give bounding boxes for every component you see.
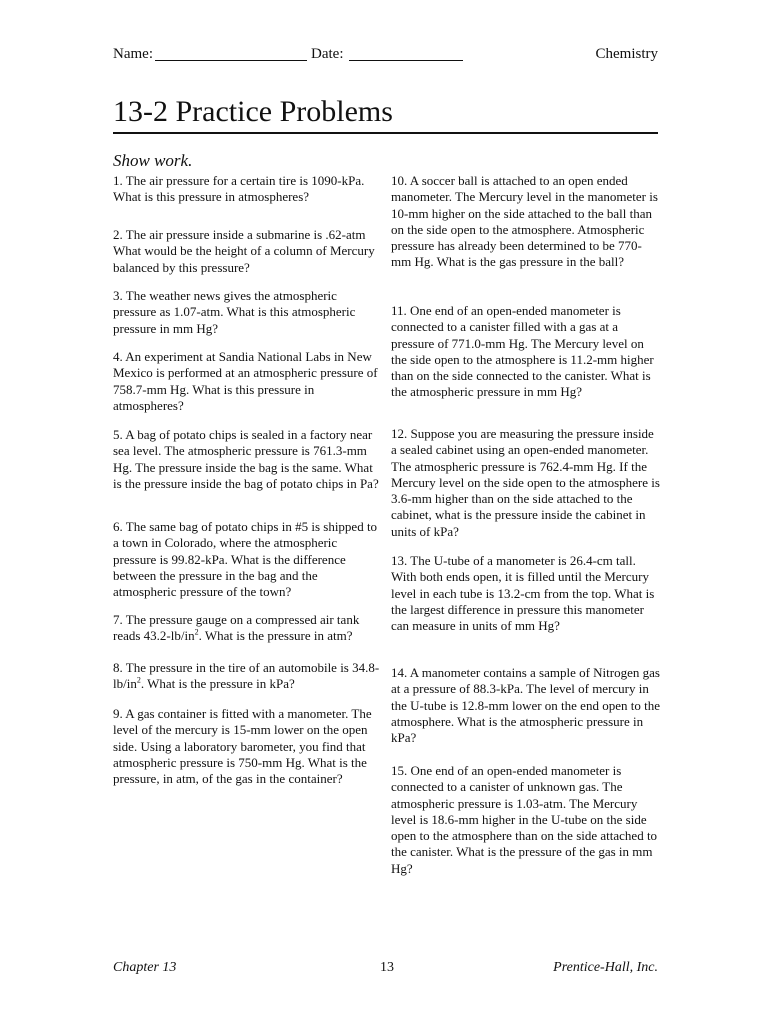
problem-2: 2. The air pressure inside a submarine is .62-atm What would be the height of a column of Mercury balanced by this pressure? — [113, 227, 375, 275]
problem-7-superscript: 2 — [194, 627, 199, 637]
problem-5: 5. A bag of potato chips is sealed in a factory near sea level. The atmospheric pressure is 761.3-mm Hg. The pressure inside the bag is the same. What is the pressure inside the bag of potato chips in Pa? — [113, 427, 379, 491]
problem-7-text: 7. The pressure gauge on a compressed air tank reads 43.2-lb/in — [113, 612, 360, 644]
footer-chapter: Chapter 13 — [113, 960, 177, 975]
problem-12: 12. Suppose you are measuring the pressure inside a sealed cabinet using an open-ended manometer. The atmospheric pressure is 762.4-mm Hg. If the Mercury level on the side open to the atmosphere is 3.6-mm higher than on the side attached to the cabinet, what is the pressure inside the cabinet in units of kPa? — [391, 426, 660, 539]
problem-1: 1. The air pressure for a certain tire is 1090-kPa. What is this pressure in atmospheres? — [113, 173, 365, 205]
name-label: Name: — [113, 46, 153, 62]
problem-6: 6. The same bag of potato chips in #5 is shipped to a town in Colorado, where the atmospheric pressure is 99.82-kPa. What is the difference between the pressure in the bag and the atmospheric pressure of the town? — [113, 519, 378, 600]
problem-7 — [113, 612, 383, 645]
date-blank-line — [349, 46, 463, 61]
subject-label: Chemistry — [595, 46, 658, 62]
problem-8-text-end: . What is the pressure in kPa? — [140, 676, 295, 692]
instruction-text: Show work. — [113, 151, 193, 170]
problem-14: 14. A manometer contains a sample of Nitrogen gas at a pressure of 88.3-kPa. The level of mercury in the U-tube is 12.8-mm lower on the end open to the atmosphere. What is the atmospheric pressure in kPa? — [391, 665, 660, 746]
problem-13: 13. The U-tube of a manometer is 26.4-cm tall. With both ends open, it is filled until the Mercury level in each tube is 13.2-cm from the top. What is the largest difference in pressure this manometer can measure in units of mm Hg? — [391, 553, 655, 634]
problem-8-text: 8. The pressure in the tire of an automobile is 34.8-lb/in — [113, 660, 380, 692]
footer-publisher: Prentice-Hall, Inc. — [553, 960, 658, 975]
name-blank-line — [155, 46, 307, 61]
problem-3: 3. The weather news gives the atmospheric pressure as 1.07-atm. What is this atmospheric pressure in mm Hg? — [113, 288, 356, 336]
page-title: 13-2 Practice Problems — [113, 95, 393, 128]
page-header — [113, 46, 658, 68]
problem-11: 11. One end of an open-ended manometer is connected to a canister filled with a gas at a pressure of 771.0-mm Hg. The Mercury level on the side open to the atmosphere is 11.2-mm higher than on the side connected to the canister. What is the atmospheric pressure in mm Hg? — [391, 303, 654, 400]
problem-8-superscript: 2 — [136, 675, 141, 685]
date-label: Date: — [311, 46, 344, 62]
footer-page-number: 13 — [380, 960, 394, 975]
problem-7-text-end: . What is the pressure in atm? — [198, 628, 353, 644]
problem-10: 10. A soccer ball is attached to an open ended manometer. The Mercury level in the manometer is 10-mm higher on the side attached to the ball than on the side open to the atmosphere. Atmospheric pressure has already been determined to be 770-mm Hg. What is the gas pressure in the ball? — [391, 173, 658, 270]
problem-4: 4. An experiment at Sandia National Labs in New Mexico is performed at an atmospheric pressure of 758.7-mm Hg. What is this pressure in atmospheres? — [113, 349, 378, 413]
problem-8 — [113, 660, 383, 693]
problem-15: 15. One end of an open-ended manometer is connected to a canister of unknown gas. The atmospheric pressure is 1.03-atm. The Mercury level is 18.6-mm higher in the U-tube on the side open to the atmosphere than on the side attached to the canister. What is the pressure of the gas in mm Hg? — [391, 763, 658, 876]
page-footer — [113, 960, 658, 980]
title-divider — [113, 132, 658, 134]
problem-9: 9. A gas container is fitted with a manometer. The level of the mercury is 15-mm lower on the open side. Using a laboratory barometer, you find that atmospheric pressure is 750-mm Hg. What is the pressure, in atm, of the gas in the container? — [113, 706, 372, 787]
